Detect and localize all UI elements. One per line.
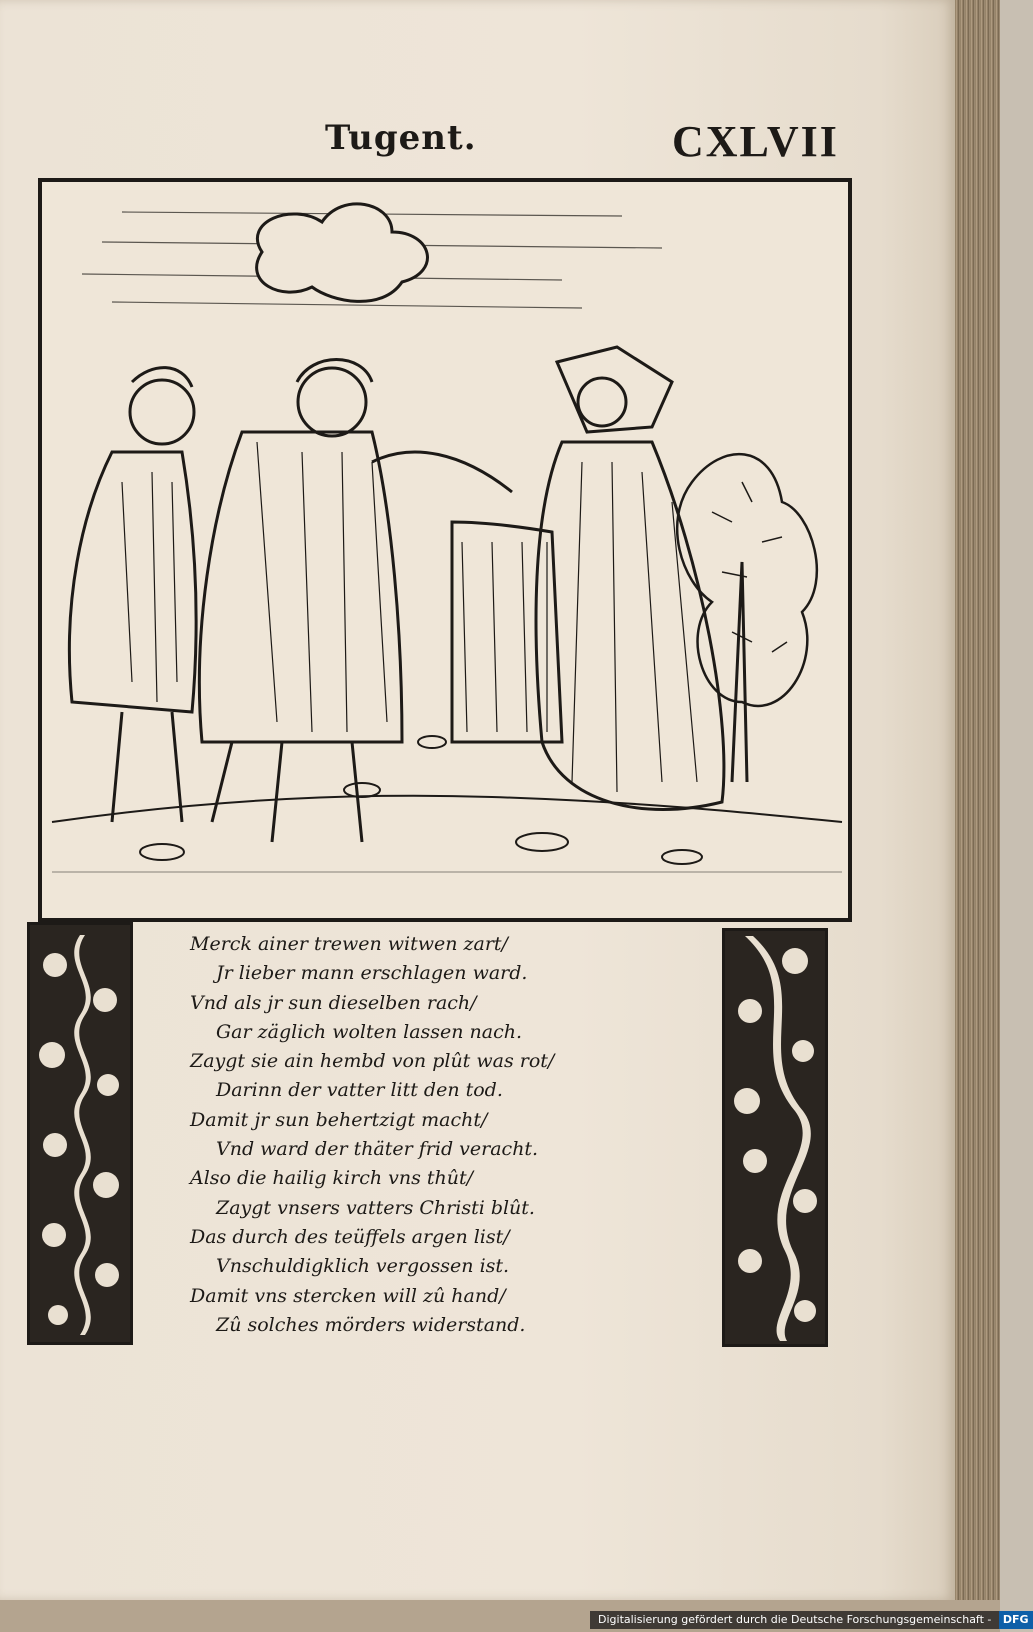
digitization-credit — [590, 1611, 1029, 1629]
verse-line: Also die hailig kirch vns thût/ — [190, 1167, 474, 1190]
verse-line: Zaygt vnsers vatters Christi blût. — [216, 1196, 535, 1219]
ornament-border-left — [27, 922, 133, 1345]
verse-line: Zaygt sie ain hembd von plût was rot/ — [190, 1050, 555, 1073]
folio-number: CXLVII — [672, 117, 839, 166]
verse-line: Zû solches mörders widerstand. — [216, 1313, 526, 1336]
foliage-ornament-right — [725, 931, 825, 1344]
verse-line: Damit vns stercken will zû hand/ — [190, 1284, 506, 1307]
woodcut-illustration — [38, 178, 852, 922]
verse-line: Darinn der vatter litt den tod. — [216, 1079, 503, 1102]
ornament-border-right — [722, 928, 828, 1347]
dfg-logo-icon: DFG — [999, 1611, 1033, 1629]
page-edges — [955, 0, 1000, 1600]
running-title: Tugent. — [325, 118, 477, 158]
verse-line: Gar zäglich wolten lassen nach. — [216, 1020, 523, 1043]
woodcut-drawing — [42, 182, 848, 918]
verse-line: Vnd ward der thäter frid veracht. — [216, 1138, 539, 1161]
credit-text: Digitalisierung gefördert durch die Deutsche Forschungsgemeinschaft - — [598, 1613, 992, 1626]
verse-line: Damit jr sun behertzigt macht/ — [190, 1108, 488, 1131]
foliage-ornament-left — [30, 925, 130, 1342]
verse-line: Vnd als jr sun dieselben rach/ — [190, 991, 477, 1014]
verse-line: Vnschuldigklich vergossen ist. — [216, 1255, 510, 1278]
verse-line: Jr lieber mann erschlagen ward. — [216, 962, 528, 985]
verse-line: Das durch des teüffels argen list/ — [190, 1225, 510, 1248]
verse-line: Merck ainer trewen witwen zart/ — [190, 933, 508, 955]
verse-block — [190, 930, 710, 1340]
